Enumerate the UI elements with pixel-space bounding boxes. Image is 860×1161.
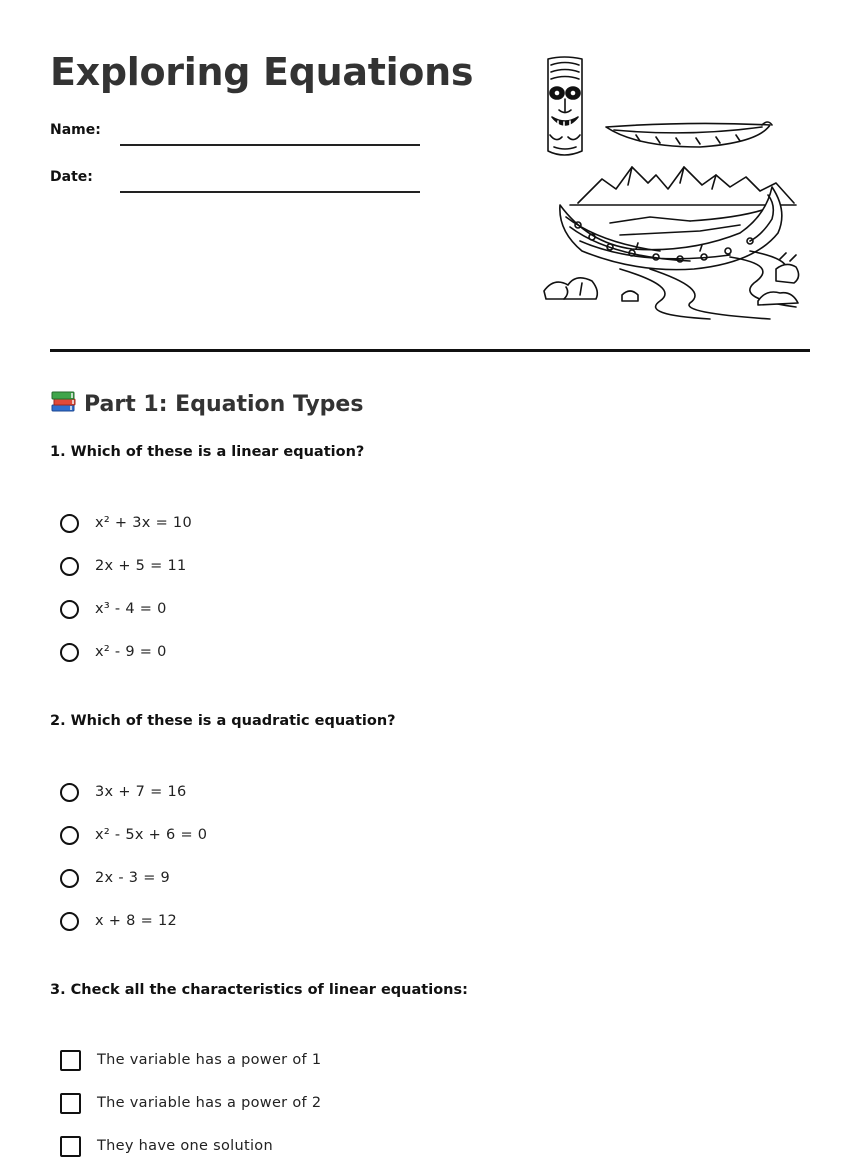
question-3: 3. Check all the characteristics of linear equations: [50,982,468,998]
checkbox[interactable] [60,1136,81,1157]
war-canoe-icon [560,187,782,270]
option-label: x³ - 4 = 0 [95,601,167,617]
name-write-line[interactable] [120,144,420,146]
part1-title [50,388,363,417]
option-label: 2x + 5 = 11 [95,558,187,574]
radio-button[interactable] [60,514,79,533]
date-write-line[interactable] [120,191,420,193]
option-label: The variable has a power of 2 [97,1095,322,1111]
date-label: Date: [50,169,93,185]
radio-button[interactable] [60,826,79,845]
q3-option-3[interactable] [60,1133,273,1159]
worksheet-page [50,0,810,1154]
mountains-icon [570,167,796,205]
option-label: x + 8 = 12 [95,913,177,929]
q1-option-1[interactable] [60,510,192,536]
part1-title-text: Part 1: Equation Types [84,392,364,417]
q1-option-3[interactable] [60,596,167,622]
question-1: 1. Which of these is a linear equation? [50,444,365,460]
q1-option-4[interactable] [60,639,167,665]
checkbox[interactable] [60,1050,81,1071]
q2-option-2[interactable] [60,822,207,848]
header-divider [50,349,810,352]
radio-button[interactable] [60,912,79,931]
option-label: x² - 9 = 0 [95,644,167,660]
radio-button[interactable] [60,643,79,662]
tiki-carving-icon [548,57,582,155]
option-label: 2x - 3 = 9 [95,870,171,886]
q1-option-2[interactable] [60,553,187,579]
small-canoe-icon [606,122,772,147]
maori-canoe-illustration-icon [540,55,805,325]
question-2: 2. Which of these is a quadratic equation? [50,713,396,729]
option-label: The variable has a power of 1 [97,1052,322,1068]
checkbox[interactable] [60,1093,81,1114]
worksheet-title: Exploring Equations [50,50,474,94]
books-icon [50,388,78,414]
date-field [50,165,420,195]
q2-option-1[interactable] [60,779,187,805]
option-label: x² + 3x = 10 [95,515,192,531]
q2-option-3[interactable] [60,865,170,891]
q3-option-1[interactable] [60,1047,321,1073]
name-field [50,118,420,148]
name-label: Name: [50,122,101,138]
q2-option-4[interactable] [60,908,177,934]
option-label: They have one solution [97,1138,273,1154]
radio-button[interactable] [60,557,79,576]
q3-option-2[interactable] [60,1090,321,1116]
option-label: x² - 5x + 6 = 0 [95,827,208,843]
radio-button[interactable] [60,869,79,888]
worksheet-header [50,0,810,352]
option-label: 3x + 7 = 16 [95,784,187,800]
radio-button[interactable] [60,783,79,802]
radio-button[interactable] [60,600,79,619]
